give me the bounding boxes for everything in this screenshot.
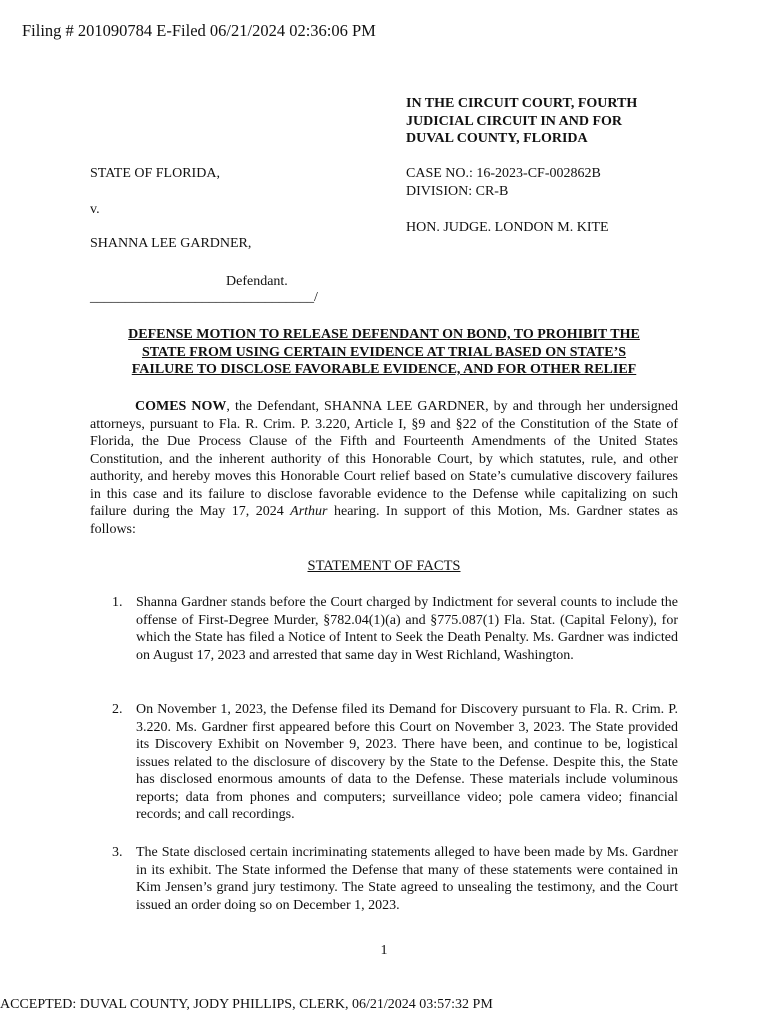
intro-body: , the Defendant, SHANNA LEE GARDNER, by and through her undersigned attorneys, pursuant to Fla. R. Crim. P. 3.220, Article I, §9 and §22 of the Constitution of the State of Florida, the Due Process Clause of the Fifth and Fourteenth Amendments of the United States Constitution, and the inherent authority of this Honorable Court, by which statutes, rule, and other authority, and hereby moves this Honorable Court relief based on State’s cumulative discovery failures in this case and its failure to disclose favorable evidence to the Defense while capitalizing on such failure during the May 17, 2024 <box>90 399 678 519</box>
motion-title-line-2: STATE FROM USING CERTAIN EVIDENCE AT TRIAL BASED ON STATE’S <box>141 344 627 360</box>
defendant-name: SHANNA LEE GARDNER, <box>90 236 252 251</box>
intro-paragraph <box>90 398 678 538</box>
caption-rule: ________________________________/ <box>90 290 318 305</box>
paragraph-text: The State disclosed certain incriminating statements alleged to have been made by Ms. Gardner in its exhibit. The State informed the Defense that many of these statements were contained in Kim Jensen’s grand jury testimony. The State agreed to unsealing the testimony, and the Court issued an order doing so on December 1, 2023. <box>136 845 678 913</box>
fact-paragraph <box>112 701 678 824</box>
motion-title-line-3: FAILURE TO DISCLOSE FAVORABLE EVIDENCE, AND FOR OTHER RELIEF <box>131 362 637 377</box>
fact-paragraph <box>112 594 678 664</box>
court-line-1: IN THE CIRCUIT COURT, FOURTH <box>406 96 638 111</box>
paragraph-number: 3. <box>112 845 123 860</box>
court-line-3: DUVAL COUNTY, FLORIDA <box>406 131 588 146</box>
paragraph-number: 1. <box>112 595 123 610</box>
fact-paragraph <box>112 844 678 914</box>
page-number: 1 <box>380 943 388 958</box>
case-number: CASE NO.: 16-2023-CF-002862B <box>406 166 601 181</box>
intro-lead: COMES NOW <box>135 399 227 414</box>
court-heading <box>406 95 637 148</box>
paragraph-number: 2. <box>112 702 123 717</box>
motion-title <box>90 326 678 379</box>
intro-body-end: hearing. In support of this Motion, Ms. Gardner states as follows: <box>90 504 678 537</box>
division: DIVISION: CR-B <box>406 183 509 199</box>
plaintiff-name: STATE OF FLORIDA, <box>90 166 220 181</box>
court-line-2: JUDICIAL CIRCUIT IN AND FOR <box>406 113 622 129</box>
accepted-stamp: ACCEPTED: DUVAL COUNTY, JODY PHILLIPS, CLERK, 06/21/2024 03:57:32 PM <box>0 997 493 1012</box>
intro-case-name: Arthur <box>290 504 328 519</box>
filing-header: Filing # 201090784 E-Filed 06/21/2024 02:36:06 PM <box>22 21 376 40</box>
motion-title-line-1: DEFENSE MOTION TO RELEASE DEFENDANT ON BOND, TO PROHIBIT THE <box>128 327 640 342</box>
defendant-label: Defendant. <box>226 274 288 289</box>
versus-label: v. <box>90 202 100 217</box>
judge-name: HON. JUDGE. LONDON M. KITE <box>406 220 609 235</box>
paragraph-text: On November 1, 2023, the Defense filed its Demand for Discovery pursuant to Fla. R. Crim. P. 3.220. Ms. Gardner first appeared before this Court on November 3, 2023. The State provided its Discovery Exhibit on November 9, 2023. There have been, and continue to be, logistical issues related to the disclosure of discovery by the State to the Defense. Despite this, the State has disclosed enormous amounts of data to the Defense. These materials include voluminous reports; data from phones and computers; surveillance video; pole camera video; financial records; and call recordings. <box>136 702 678 822</box>
case-info <box>406 165 601 200</box>
paragraph-text: Shanna Gardner stands before the Court charged by Indictment for several counts to include the offense of First-Degree Murder, §782.04(1)(a) and §775.087(1) Fla. Stat. (Capital Felony), for which the State has filed a Notice of Intent to Seek the Death Penalty. Ms. Gardner was indicted on August 17, 2023 and arrested that same day in West Richland, Washington. <box>136 595 678 663</box>
statement-of-facts-heading: STATEMENT OF FACTS <box>307 558 461 574</box>
